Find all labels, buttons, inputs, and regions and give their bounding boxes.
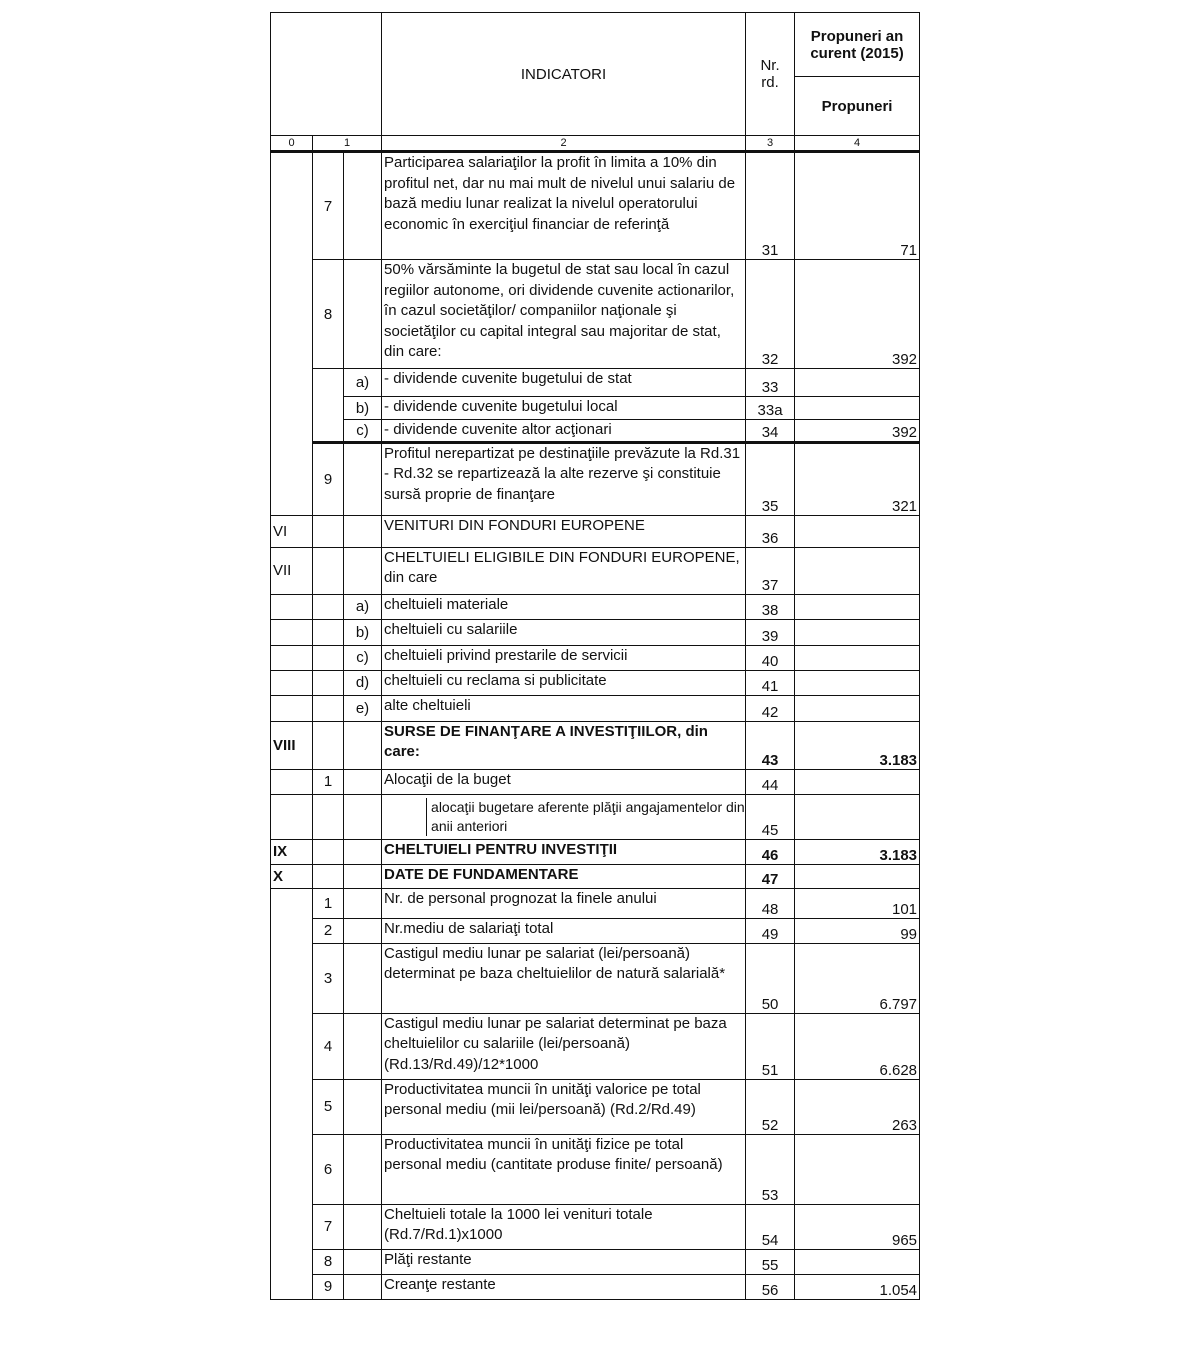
col0-cell: VIII — [271, 721, 313, 769]
table-row — [271, 918, 920, 943]
col0-cell — [271, 594, 313, 619]
col1-cell: 2 — [313, 918, 344, 943]
col2-cell — [344, 260, 382, 369]
row-number: 50 — [746, 943, 795, 1013]
col2-cell — [344, 1079, 382, 1134]
row-number: 41 — [746, 670, 795, 695]
table-row — [271, 888, 920, 918]
row-number: 36 — [746, 515, 795, 547]
indicator-text: Profitul nerepartizat pe destinaţiile prevăzute la Rd.31 - Rd.32 se repartizează la alte rezerve şi constituie sursă proprie de finanţare — [382, 442, 746, 515]
table-row — [271, 1079, 920, 1134]
row-value: 321 — [795, 442, 920, 515]
row-number: 37 — [746, 547, 795, 594]
row-value: 3.183 — [795, 839, 920, 864]
row-number: 49 — [746, 918, 795, 943]
col1-cell: 5 — [313, 1079, 344, 1134]
table-row — [271, 619, 920, 645]
row-number: 48 — [746, 888, 795, 918]
col0-cell: VI — [271, 515, 313, 547]
indicator-text: 50% vărsăminte la bugetul de stat sau local în cazul regiilor autonome, ori dividende cuvenite actionarilor, în cazul societăţilor/ companiilor naţionale şi societăţilor cu capital integral sau majoritar de stat, din care: — [382, 260, 746, 369]
row-value — [795, 794, 920, 839]
col1-cell — [313, 594, 344, 619]
indicator-text: cheltuieli materiale — [382, 594, 746, 619]
indicator-text: - dividende cuvenite bugetului de stat — [382, 369, 746, 397]
col2-cell — [344, 1249, 382, 1274]
row-value — [795, 645, 920, 670]
col1-cell: 3 — [313, 943, 344, 1013]
row-number: 33a — [746, 397, 795, 420]
col0-cell — [271, 152, 313, 516]
col2-cell — [344, 152, 382, 260]
col2-cell — [344, 864, 382, 888]
indicator-text: Nr. de personal prognozat la finele anului — [382, 888, 746, 918]
row-value — [795, 369, 920, 397]
table-row — [271, 152, 920, 260]
header-nr-rd: Nr. rd. — [746, 13, 795, 136]
column-number-row — [271, 136, 920, 152]
indicator-text: cheltuieli privind prestarile de servicii — [382, 645, 746, 670]
table-row — [271, 670, 920, 695]
table-row — [271, 1274, 920, 1299]
row-number: 54 — [746, 1204, 795, 1249]
col1-cell — [313, 645, 344, 670]
col2-cell: b) — [344, 397, 382, 420]
col2-cell: e) — [344, 695, 382, 721]
indicator-text: Creanţe restante — [382, 1274, 746, 1299]
indicator-text: Nr.mediu de salariaţi total — [382, 918, 746, 943]
col1-cell — [313, 547, 344, 594]
col2-cell — [344, 918, 382, 943]
col2-cell — [344, 794, 382, 839]
row-value — [795, 670, 920, 695]
col0-cell — [271, 619, 313, 645]
table-row — [271, 547, 920, 594]
row-number: 51 — [746, 1013, 795, 1079]
row-number: 38 — [746, 594, 795, 619]
col1-cell: 8 — [313, 1249, 344, 1274]
colnum-2: 2 — [382, 136, 746, 152]
colnum-0: 0 — [271, 136, 313, 152]
row-number: 42 — [746, 695, 795, 721]
table-row — [271, 839, 920, 864]
col2-cell — [344, 1274, 382, 1299]
header-propuneri: Propuneri — [795, 77, 920, 136]
indicator-text: - dividende cuvenite altor acţionari — [382, 420, 746, 443]
row-number: 39 — [746, 619, 795, 645]
col1-cell: 7 — [313, 152, 344, 260]
col0-cell — [271, 645, 313, 670]
table-row — [271, 769, 920, 794]
col2-cell — [344, 721, 382, 769]
row-value: 6.797 — [795, 943, 920, 1013]
table-row — [271, 943, 920, 1013]
table-row — [271, 260, 920, 369]
indicator-text: CHELTUIELI ELIGIBILE DIN FONDURI EUROPENE, din care — [382, 547, 746, 594]
indicator-text: alocaţii bugetare aferente plăţii angajamentelor din anii anteriori — [431, 798, 745, 834]
col2-cell: a) — [344, 369, 382, 397]
indicator-text: CHELTUIELI PENTRU INVESTIŢII — [382, 839, 746, 864]
row-number: 34 — [746, 420, 795, 443]
col0-cell: IX — [271, 839, 313, 864]
col1-cell — [313, 721, 344, 769]
indicator-text: Cheltuieli totale la 1000 lei venituri totale (Rd.7/Rd.1)x1000 — [382, 1204, 746, 1249]
table-row — [271, 864, 920, 888]
table-row — [271, 515, 920, 547]
table-row — [271, 794, 920, 839]
row-number: 55 — [746, 1249, 795, 1274]
indicator-text: Plăţi restante — [382, 1249, 746, 1274]
table-row — [271, 1249, 920, 1274]
col2-cell — [344, 769, 382, 794]
row-number: 56 — [746, 1274, 795, 1299]
row-value: 263 — [795, 1079, 920, 1134]
col2-cell: d) — [344, 670, 382, 695]
table-row — [271, 645, 920, 670]
col1-cell — [313, 670, 344, 695]
indicator-text: DATE DE FUNDAMENTARE — [382, 864, 746, 888]
indicators-table — [270, 12, 920, 1300]
table-row — [271, 420, 920, 443]
header-propuneri-an-curent: Propuneri an curent (2015) — [795, 13, 920, 77]
col2-cell — [344, 1204, 382, 1249]
col2-cell: a) — [344, 594, 382, 619]
row-number: 43 — [746, 721, 795, 769]
row-value — [795, 619, 920, 645]
row-number: 45 — [746, 794, 795, 839]
header-indicatori: INDICATORI — [382, 13, 746, 136]
col2-cell — [344, 442, 382, 515]
table-row — [271, 721, 920, 769]
table-row — [271, 1013, 920, 1079]
row-value — [795, 594, 920, 619]
indicator-text: Castigul mediu lunar pe salariat determinat pe baza cheltuielilor cu salariile (lei/persoană) (Rd.13/Rd.49)/12*1000 — [382, 1013, 746, 1079]
table-row — [271, 695, 920, 721]
row-value: 101 — [795, 888, 920, 918]
col2-cell: b) — [344, 619, 382, 645]
row-value — [795, 1249, 920, 1274]
indicator-text: Participarea salariaţilor la profit în limita a 10% din profitul net, dar nu mai mult de nivelul unui salariu de bază mediu lunar realizat la nivelul operatorului economic în exerciţiul financiar de referinţă — [382, 152, 746, 260]
table-row — [271, 594, 920, 619]
header-blank-cell — [271, 13, 382, 136]
col2-cell — [344, 888, 382, 918]
table-row — [271, 442, 920, 515]
row-value — [795, 397, 920, 420]
col1-cell — [313, 515, 344, 547]
colnum-3: 3 — [746, 136, 795, 152]
col2-cell — [344, 943, 382, 1013]
col0-cell — [271, 794, 313, 839]
row-value: 3.183 — [795, 721, 920, 769]
col1-cell: 9 — [313, 442, 344, 515]
col1-cell — [313, 794, 344, 839]
nested-indent-cell — [382, 798, 427, 836]
row-value — [795, 547, 920, 594]
row-value: 99 — [795, 918, 920, 943]
colnum-4: 4 — [795, 136, 920, 152]
row-value — [795, 1134, 920, 1204]
row-value: 392 — [795, 260, 920, 369]
col1-cell: 8 — [313, 260, 344, 369]
col2-cell — [344, 839, 382, 864]
indicator-text: cheltuieli cu reclama si publicitate — [382, 670, 746, 695]
row-value — [795, 864, 920, 888]
indicator-text: Alocaţii de la buget — [382, 769, 746, 794]
table-row — [271, 1134, 920, 1204]
row-value — [795, 769, 920, 794]
col1-cell — [313, 695, 344, 721]
row-value — [795, 515, 920, 547]
row-value: 71 — [795, 152, 920, 260]
row-value: 965 — [795, 1204, 920, 1249]
col0-cell — [271, 695, 313, 721]
indicator-text: VENITURI DIN FONDURI EUROPENE — [382, 515, 746, 547]
row-value — [795, 695, 920, 721]
col2-cell — [344, 515, 382, 547]
row-number: 47 — [746, 864, 795, 888]
row-value: 6.628 — [795, 1013, 920, 1079]
col1-cell: 1 — [313, 888, 344, 918]
col1-cell: 4 — [313, 1013, 344, 1079]
indicator-text: - dividende cuvenite bugetului local — [382, 397, 746, 420]
col0-cell — [271, 769, 313, 794]
col0-cell — [271, 670, 313, 695]
row-number: 53 — [746, 1134, 795, 1204]
colnum-1: 1 — [313, 136, 382, 152]
row-number: 35 — [746, 442, 795, 515]
table-row — [271, 369, 920, 397]
indicator-cell — [382, 794, 746, 839]
col1-cell: 7 — [313, 1204, 344, 1249]
col0-cell — [271, 888, 313, 1299]
col1-cell — [313, 619, 344, 645]
row-number: 46 — [746, 839, 795, 864]
indicator-text: SURSE DE FINANŢARE A INVESTIŢIILOR, din care: — [382, 721, 746, 769]
indicator-text: Productivitatea muncii în unităţi fizice pe total personal mediu (cantitate produse finite/ persoană) — [382, 1134, 746, 1204]
col1-cell — [313, 864, 344, 888]
table-row — [271, 1204, 920, 1249]
col0-cell: VII — [271, 547, 313, 594]
table-row — [271, 397, 920, 420]
indicator-text: alte cheltuieli — [382, 695, 746, 721]
row-number: 52 — [746, 1079, 795, 1134]
col1-cell: 1 — [313, 769, 344, 794]
indicator-text: cheltuieli cu salariile — [382, 619, 746, 645]
col1-cell: 6 — [313, 1134, 344, 1204]
col2-cell: c) — [344, 420, 382, 443]
col2-cell — [344, 1013, 382, 1079]
row-number: 40 — [746, 645, 795, 670]
row-number: 31 — [746, 152, 795, 260]
row-value: 1.054 — [795, 1274, 920, 1299]
indicator-text: Castigul mediu lunar pe salariat (lei/persoană) determinat pe baza cheltuielilor de natură salarială* — [382, 943, 746, 1013]
col0-cell: X — [271, 864, 313, 888]
row-value: 392 — [795, 420, 920, 443]
col2-cell — [344, 547, 382, 594]
row-number: 32 — [746, 260, 795, 369]
col1-cell: 9 — [313, 1274, 344, 1299]
indicator-text: Productivitatea muncii în unităţi valorice pe total personal mediu (mii lei/persoană) (Rd.2/Rd.49) — [382, 1079, 746, 1134]
row-number: 44 — [746, 769, 795, 794]
col2-cell: c) — [344, 645, 382, 670]
col1-cell — [313, 369, 344, 443]
nested-indicator — [382, 798, 745, 836]
row-number: 33 — [746, 369, 795, 397]
col1-cell — [313, 839, 344, 864]
col2-cell — [344, 1134, 382, 1204]
